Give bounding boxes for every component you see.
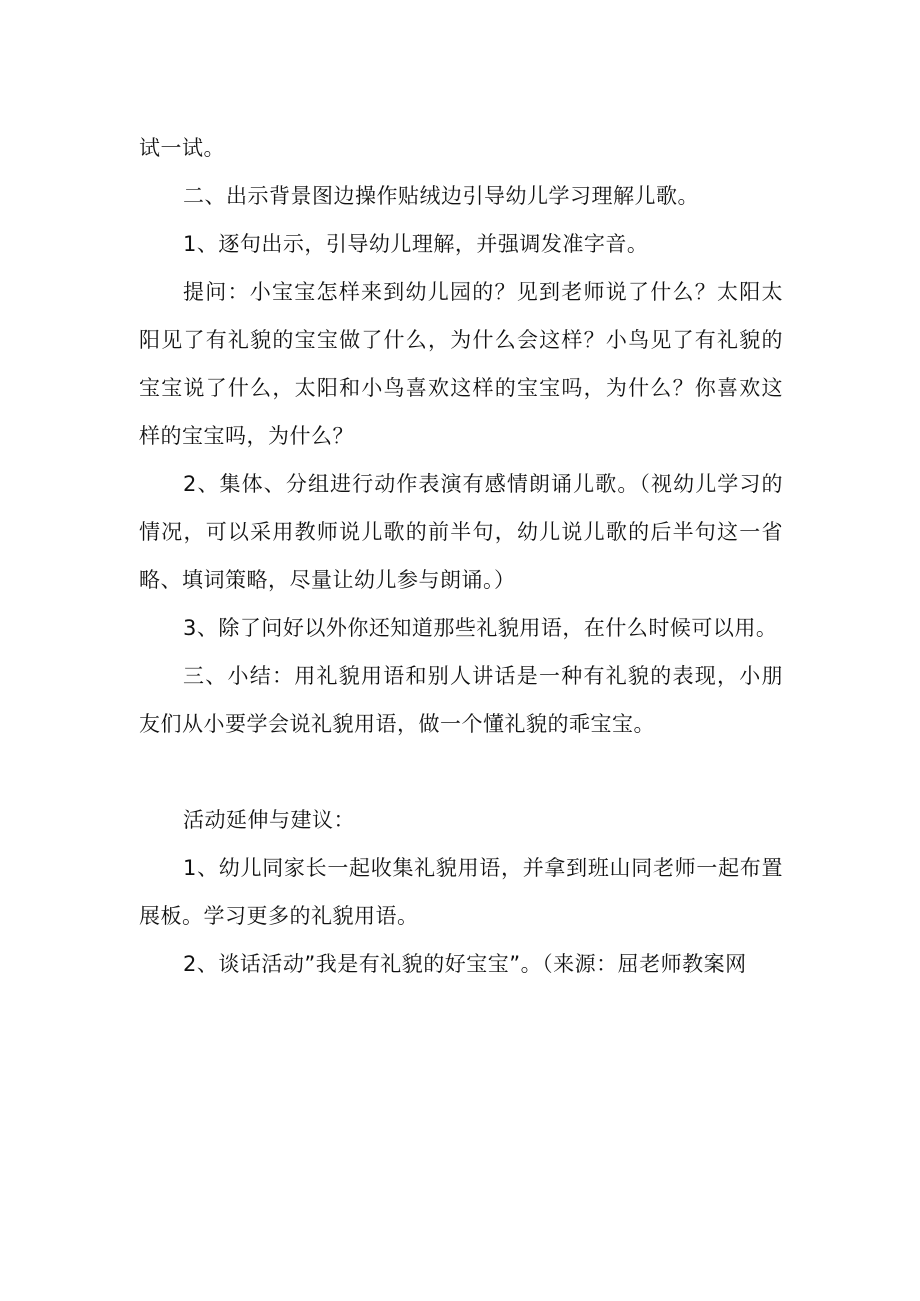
paragraph-summary: 三、小结：用礼貌用语和别人讲话是一种有礼貌的表现，小朋友们从小要学会说礼貌用语，做一个懂礼貌的乖宝宝。 [139,664,783,736]
paragraph-try: 试一试。 [139,136,225,160]
paragraph-section-two: 二、出示背景图边操作贴绒边引导幼儿学习理解儿歌。 [183,184,699,208]
paragraph-step-one: 1、逐句出示，引导幼儿理解，并强调发准字音。 [183,232,649,256]
paragraph-step-two: 2、集体、分组进行动作表演有感情朗诵儿歌。（视幼儿学习的情况，可以采用教师说儿歌的前半句，幼儿说儿歌的后半句这一省略、填词策略，尽量让幼儿参与朗诵。） [139,472,783,592]
extension-item-two: 2、谈话活动”我是有礼貌的好宝宝”。（来源：屈老师教案网 [183,952,747,976]
paragraph-questions: 提问：小宝宝怎样来到幼儿园的？见到老师说了什么？太阳太阳见了有礼貌的宝宝做了什么，为什么会这样？小鸟见了有礼貌的宝宝说了什么，太阳和小鸟喜欢这样的宝宝吗，为什么？你喜欢这样的宝宝吗，为什么？ [139,280,783,448]
extension-heading: 活动延伸与建议： [183,808,355,832]
paragraph-spacer [139,748,783,796]
document-body [139,124,783,988]
extension-item-one: 1、幼儿同家长一起收集礼貌用语，并拿到班山同老师一起布置展板。学习更多的礼貌用语。 [139,856,783,928]
paragraph-step-three: 3、除了问好以外你还知道那些礼貌用语，在什么时候可以用。 [183,616,778,640]
